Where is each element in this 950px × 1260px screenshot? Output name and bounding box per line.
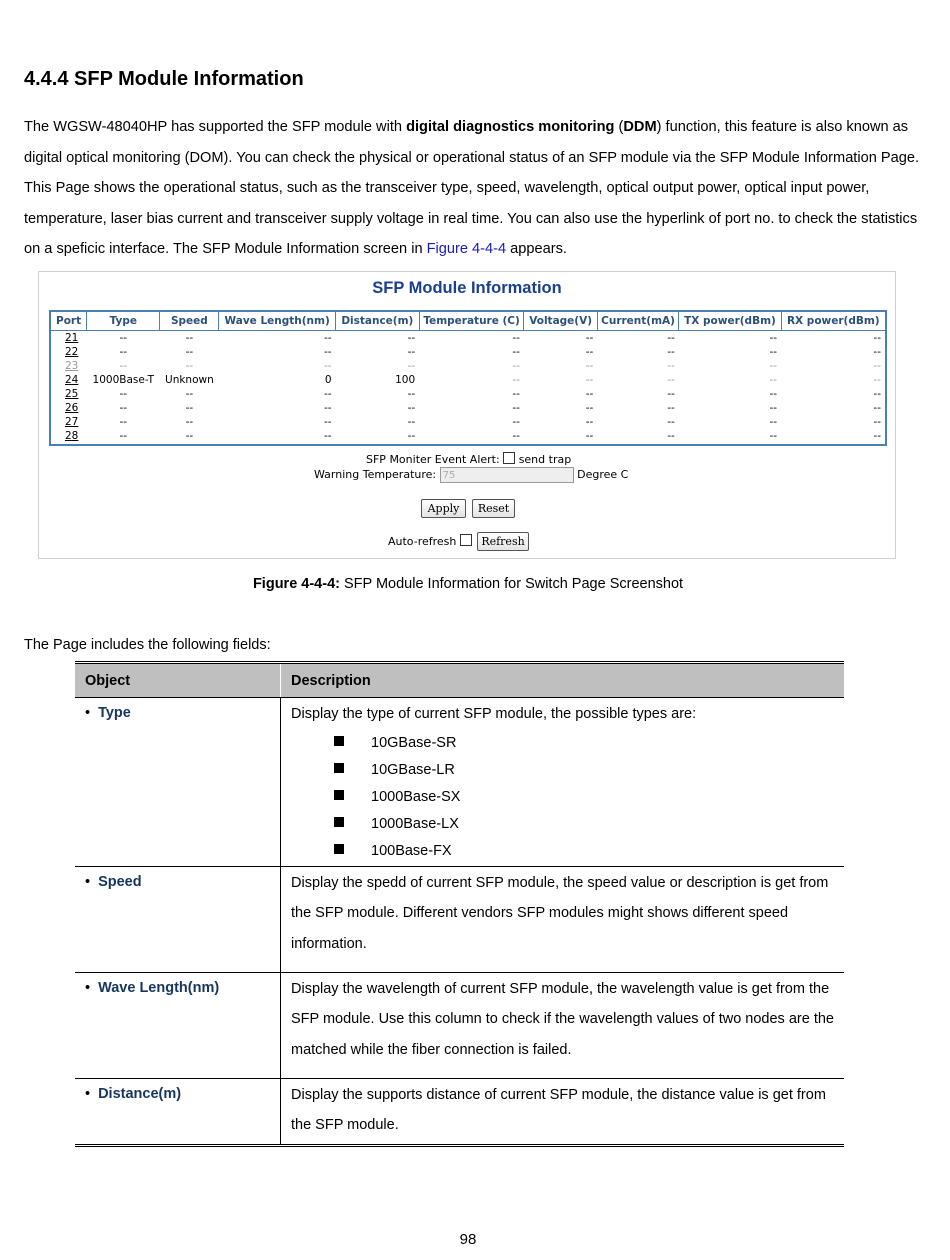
cell-tx: -- [769,373,778,386]
description-cell: Display the spedd of current SFP module, the speed value or description is get from the SFP module. Different vendors SFP modules might shows different speed information. [281,866,845,972]
cell-volt: -- [585,416,594,429]
col-wave: Wave Length(nm) [219,311,336,331]
reset-button[interactable]: Reset [472,499,515,518]
table-row [75,1078,844,1145]
auto-refresh-checkbox[interactable] [460,534,472,546]
cell-wave: -- [323,359,332,372]
col-port: Port [50,311,87,331]
cell-volt: -- [585,430,594,443]
fields-intro: The Page includes the following fields: [24,637,271,653]
cell-speed: -- [185,387,194,400]
cell-curr: -- [667,331,675,344]
sfp-table [49,310,887,446]
warning-temp-row [314,467,628,483]
cell-speed: Unknown [165,373,214,386]
cell-dist: -- [407,331,416,344]
cell-tx: -- [769,331,778,344]
col-current: Current(mA) [597,311,679,331]
port-link[interactable]: 23 [65,359,79,372]
port-link[interactable]: 27 [65,416,79,429]
square-bullet-icon [334,790,344,800]
table-row [50,359,886,373]
cell-wave: -- [323,402,332,415]
header-object: Object [75,663,281,698]
cell-temp: -- [512,402,520,415]
event-alert-label: SFP Moniter Event Alert: [366,453,500,466]
col-voltage: Voltage(V) [524,311,597,331]
cell-rx: -- [873,373,881,386]
sfp-screenshot [38,271,896,559]
cell-wave: -- [323,345,332,358]
auto-refresh-row [388,534,472,548]
figure-link[interactable]: Figure 4-4-4 [426,241,507,258]
cell-dist: 100 [395,373,416,386]
cell-rx: -- [873,402,881,415]
port-link[interactable]: 22 [65,345,79,358]
square-bullet-icon [334,763,344,773]
cell-rx: -- [873,387,881,400]
cell-speed: -- [185,345,194,358]
cell-tx: -- [769,359,778,372]
object-cell: • Type [75,698,281,867]
table-row [50,331,886,346]
list-item: 10GBase-SR [334,730,834,757]
cell-volt: -- [585,387,594,400]
table-row [50,401,886,415]
cell-rx: -- [873,430,881,443]
cell-curr: -- [667,359,675,372]
cell-wave: -- [323,387,332,400]
cell-rx: -- [873,345,881,358]
table-row [50,345,886,359]
col-speed: Speed [160,311,219,331]
send-trap-label: send trap [518,453,572,466]
intro-paragraph: The WGSW-48040HP has supported the SFP module with digital diagnostics monitoring (DDM) function, this feature is also known as digital optical monitoring (DOM). You can check the physical or operational status of an SFP module via the SFP Module Information Page. This Page shows the operational status, such as the transceiver type, speed, wavelength, optical output power, optical input power, temperature, laser bias current and transceiver supply voltage in real time. You can also use the hyperlink of port no. to check the statistics on a speficic interface. The SFP Module Information screen in Figure 4-4-4 appears. [24,119,920,258]
cell-type: -- [119,387,128,400]
cell-speed: -- [185,331,194,344]
screenshot-title: SFP Module Information [372,279,562,297]
list-item: 10GBase-LR [334,757,834,784]
cell-type: -- [119,331,128,344]
col-distance: Distance(m) [336,311,420,331]
cell-wave: 0 [324,373,332,386]
square-bullet-icon [334,844,344,854]
list-item: 100Base-FX [334,838,834,865]
list-item: 1000Base-SX [334,784,834,811]
port-link[interactable]: 24 [65,373,79,386]
table-row [75,972,844,1078]
cell-temp: -- [512,430,520,443]
cell-temp: -- [512,387,520,400]
cell-dist: -- [407,345,416,358]
object-cell: • Wave Length(nm) [75,972,281,1078]
figure-caption: Figure 4-4-4: SFP Module Information for Switch Page Screenshot [252,576,684,592]
cell-type: -- [119,402,128,415]
table-row [50,387,886,401]
cell-volt: -- [585,331,594,344]
cell-type: 1000Base-T [92,373,155,386]
port-link[interactable]: 25 [65,387,79,400]
auto-refresh-label: Auto-refresh [388,535,457,548]
degree-label: Degree C [577,468,629,481]
cell-temp: -- [512,416,520,429]
section-heading: 4.4.4 SFP Module Information [24,68,304,90]
cell-volt: -- [585,345,594,358]
cell-tx: -- [769,430,778,443]
square-bullet-icon [334,817,344,827]
cell-temp: -- [512,331,520,344]
cell-type: -- [119,359,128,372]
cell-dist: -- [407,387,416,400]
cell-curr: -- [667,430,675,443]
cell-curr: -- [667,345,675,358]
description-cell: Display the supports distance of current SFP module, the distance value is get from the SFP module. [281,1078,845,1145]
port-link[interactable]: 21 [65,331,79,344]
cell-curr: -- [667,373,675,386]
fields-table [75,661,844,1147]
warning-temp-label: Warning Temperature: [314,468,437,481]
cell-curr: -- [667,402,675,415]
table-row [75,698,844,867]
cell-wave: -- [323,331,332,344]
refresh-button[interactable]: Refresh [477,532,529,551]
cell-speed: -- [185,430,194,443]
object-cell: • Speed [75,866,281,972]
table-row [50,416,886,430]
port-link[interactable]: 28 [65,430,79,443]
cell-wave: -- [323,430,332,443]
cell-wave: -- [323,416,332,429]
col-temperature: Temperature (C) [419,311,524,331]
cell-temp: -- [512,345,520,358]
cell-type: -- [119,430,128,443]
cell-dist: -- [407,416,416,429]
description-cell: Display the type of current SFP module, the possible types are: 10GBase-SR 10GBase-LR 1000Base-SX 1000Base-LX 100Base-FX [281,698,845,867]
cell-speed: -- [185,359,194,372]
col-rx-power: RX power(dBm) [781,311,886,331]
page-number: 98 [459,1231,477,1248]
table-row [75,866,844,972]
object-cell: • Distance(m) [75,1078,281,1145]
cell-speed: -- [185,402,194,415]
cell-rx: -- [873,359,881,372]
cell-dist: -- [407,402,416,415]
cell-dist: -- [407,359,416,372]
send-trap-checkbox[interactable] [503,452,515,464]
cell-volt: -- [585,359,594,372]
cell-curr: -- [667,387,675,400]
cell-tx: -- [769,416,778,429]
table-row [50,430,886,445]
cell-tx: -- [769,387,778,400]
cell-curr: -- [667,416,675,429]
port-link[interactable]: 26 [65,402,79,415]
col-tx-power: TX power(dBm) [679,311,781,331]
cell-volt: -- [585,402,594,415]
cell-temp: -- [512,359,520,372]
cell-type: -- [119,416,128,429]
square-bullet-icon [334,736,344,746]
table-row [50,373,886,387]
type-list [291,730,834,866]
cell-type: -- [119,345,128,358]
cell-tx: -- [769,345,778,358]
cell-speed: -- [185,416,194,429]
event-alert-row [366,452,571,466]
apply-button[interactable]: Apply [421,499,466,518]
warning-temp-input[interactable]: 75 [440,467,574,483]
header-description: Description [281,663,845,698]
cell-temp: -- [512,373,520,386]
col-type: Type [87,311,160,331]
list-item: 1000Base-LX [334,811,834,838]
cell-tx: -- [769,402,778,415]
cell-volt: -- [585,373,594,386]
cell-rx: -- [873,331,881,344]
cell-dist: -- [407,430,416,443]
description-cell: Display the wavelength of current SFP module, the wavelength value is get from the SFP module. Use this column to check if the wavelength values of two nodes are the matched while the fiber connection is failed. [281,972,845,1078]
cell-rx: -- [873,416,881,429]
